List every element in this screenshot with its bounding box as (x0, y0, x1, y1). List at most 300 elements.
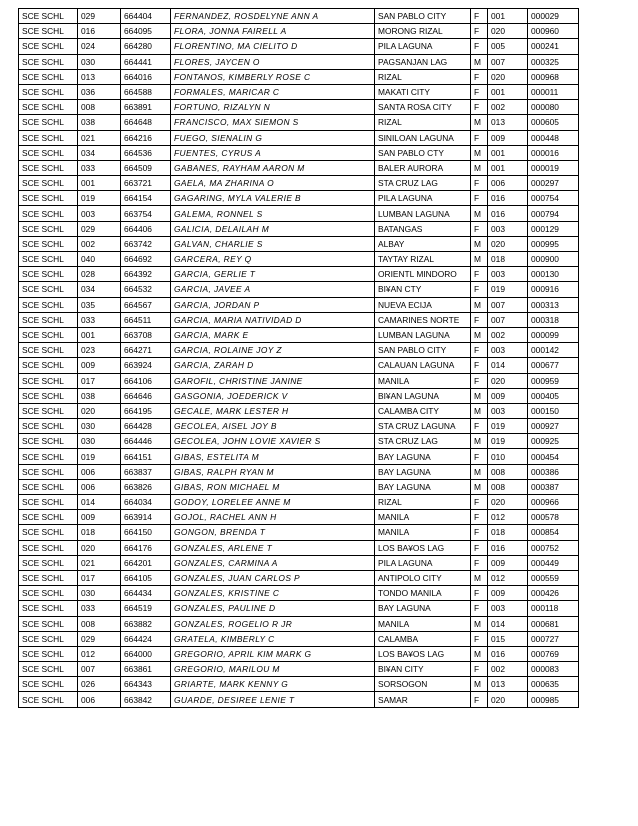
code-cell: 029 (78, 631, 121, 646)
section-cell: 016 (488, 206, 528, 221)
address-cell: SAN PABLO CITY (375, 9, 471, 24)
school-cell: SCE SCHL (19, 297, 78, 312)
section-cell: 009 (488, 555, 528, 570)
sex-cell: M (471, 677, 488, 692)
section-cell: 007 (488, 312, 528, 327)
section-cell: 001 (488, 145, 528, 160)
section-cell: 020 (488, 495, 528, 510)
section-cell: 014 (488, 616, 528, 631)
address-cell: CAMARINES NORTE (375, 312, 471, 327)
sex-cell: M (471, 206, 488, 221)
name-cell: FORMALES, MARICAR C (171, 84, 375, 99)
address-cell: LOS BA¥OS LAG (375, 540, 471, 555)
section-cell: 013 (488, 677, 528, 692)
school-cell: SCE SCHL (19, 84, 78, 99)
code-cell: 036 (78, 84, 121, 99)
id-cell: 664511 (121, 312, 171, 327)
address-cell: MANILA (375, 525, 471, 540)
name-cell: GARCIA, MARK E (171, 327, 375, 342)
section-cell: 018 (488, 252, 528, 267)
section-cell: 019 (488, 434, 528, 449)
address-cell: ORIENTL MINDORO (375, 267, 471, 282)
id-cell: 664280 (121, 39, 171, 54)
school-cell: SCE SCHL (19, 176, 78, 191)
id-cell: 663708 (121, 327, 171, 342)
address-cell: BAY LAGUNA (375, 464, 471, 479)
sequence-cell: 000241 (528, 39, 579, 54)
code-cell: 001 (78, 327, 121, 342)
table-row (19, 419, 579, 434)
address-cell: SORSOGON (375, 677, 471, 692)
name-cell: GONGON, BRENDA T (171, 525, 375, 540)
school-cell: SCE SCHL (19, 692, 78, 707)
section-cell: 020 (488, 373, 528, 388)
school-cell: SCE SCHL (19, 343, 78, 358)
school-cell: SCE SCHL (19, 358, 78, 373)
address-cell: SAN PABLO CTY (375, 145, 471, 160)
table-row (19, 297, 579, 312)
school-cell: SCE SCHL (19, 282, 78, 297)
name-cell: GASGONIA, JOEDERICK V (171, 388, 375, 403)
sequence-cell: 000559 (528, 570, 579, 585)
name-cell: GALEMA, RONNEL S (171, 206, 375, 221)
id-cell: 663837 (121, 464, 171, 479)
sex-cell: F (471, 419, 488, 434)
address-cell: PILA LAGUNA (375, 39, 471, 54)
id-cell: 664446 (121, 434, 171, 449)
sex-cell: F (471, 555, 488, 570)
section-cell: 003 (488, 403, 528, 418)
sequence-cell: 000099 (528, 327, 579, 342)
table-row (19, 434, 579, 449)
section-cell: 008 (488, 464, 528, 479)
sequence-cell: 000916 (528, 282, 579, 297)
address-cell: STA CRUZ LAG (375, 434, 471, 449)
sex-cell: F (471, 24, 488, 39)
table-row (19, 358, 579, 373)
address-cell: CALAMBA CITY (375, 403, 471, 418)
code-cell: 038 (78, 388, 121, 403)
sex-cell: F (471, 358, 488, 373)
sex-cell: M (471, 297, 488, 312)
code-cell: 033 (78, 312, 121, 327)
name-cell: GECOLEA, AISEL JOY B (171, 419, 375, 434)
sex-cell: F (471, 69, 488, 84)
address-cell: PAGSANJAN LAG (375, 54, 471, 69)
address-cell: MANILA (375, 373, 471, 388)
id-cell: 664424 (121, 631, 171, 646)
id-cell: 664105 (121, 570, 171, 585)
name-cell: GECALE, MARK LESTER H (171, 403, 375, 418)
code-cell: 034 (78, 145, 121, 160)
sex-cell: M (471, 115, 488, 130)
address-cell: LUMBAN LAGUNA (375, 206, 471, 221)
sex-cell: F (471, 373, 488, 388)
name-cell: GARCIA, JORDAN P (171, 297, 375, 312)
sequence-cell: 000426 (528, 586, 579, 601)
sequence-cell: 000754 (528, 191, 579, 206)
sex-cell: F (471, 692, 488, 707)
id-cell: 663924 (121, 358, 171, 373)
table-row (19, 130, 579, 145)
section-cell: 002 (488, 100, 528, 115)
school-cell: SCE SCHL (19, 69, 78, 84)
section-cell: 012 (488, 570, 528, 585)
table-row (19, 221, 579, 236)
id-cell: 664406 (121, 221, 171, 236)
code-cell: 008 (78, 616, 121, 631)
code-cell: 030 (78, 419, 121, 434)
sex-cell: M (471, 160, 488, 175)
school-cell: SCE SCHL (19, 677, 78, 692)
sequence-cell: 000454 (528, 449, 579, 464)
address-cell: BAY LAGUNA (375, 601, 471, 616)
id-cell: 663754 (121, 206, 171, 221)
sequence-cell: 000448 (528, 130, 579, 145)
id-cell: 664519 (121, 601, 171, 616)
sequence-cell: 000029 (528, 9, 579, 24)
code-cell: 007 (78, 662, 121, 677)
school-cell: SCE SCHL (19, 145, 78, 160)
address-cell: MORONG RIZAL (375, 24, 471, 39)
address-cell: BAY LAGUNA (375, 479, 471, 494)
sequence-cell: 000080 (528, 100, 579, 115)
name-cell: GARCIA, GERLIE T (171, 267, 375, 282)
school-cell: SCE SCHL (19, 403, 78, 418)
id-cell: 664106 (121, 373, 171, 388)
name-cell: GREGORIO, APRIL KIM MARK G (171, 646, 375, 661)
code-cell: 023 (78, 343, 121, 358)
section-cell: 008 (488, 479, 528, 494)
id-cell: 663914 (121, 510, 171, 525)
sex-cell: F (471, 662, 488, 677)
table-row (19, 100, 579, 115)
name-cell: GODOY, LORELEE ANNE M (171, 495, 375, 510)
section-cell: 009 (488, 130, 528, 145)
school-cell: SCE SCHL (19, 236, 78, 251)
id-cell: 664428 (121, 419, 171, 434)
code-cell: 018 (78, 525, 121, 540)
school-cell: SCE SCHL (19, 449, 78, 464)
code-cell: 001 (78, 176, 121, 191)
address-cell: CALAUAN LAGUNA (375, 358, 471, 373)
sequence-cell: 000966 (528, 495, 579, 510)
school-cell: SCE SCHL (19, 570, 78, 585)
school-cell: SCE SCHL (19, 160, 78, 175)
table-row (19, 555, 579, 570)
table-row (19, 616, 579, 631)
sex-cell: M (471, 388, 488, 403)
table-row (19, 677, 579, 692)
name-cell: GUARDE, DESIREE LENIE T (171, 692, 375, 707)
address-cell: TAYTAY RIZAL (375, 252, 471, 267)
name-cell: GONZALES, ROGELIO R JR (171, 616, 375, 631)
sex-cell: F (471, 100, 488, 115)
name-cell: FERNANDEZ, ROSDELYNE ANN A (171, 9, 375, 24)
sex-cell: F (471, 39, 488, 54)
id-cell: 663842 (121, 692, 171, 707)
address-cell: LOS BA¥OS LAG (375, 646, 471, 661)
code-cell: 009 (78, 358, 121, 373)
sex-cell: M (471, 403, 488, 418)
sequence-cell: 000386 (528, 464, 579, 479)
sequence-cell: 000960 (528, 24, 579, 39)
sex-cell: F (471, 631, 488, 646)
section-cell: 001 (488, 9, 528, 24)
name-cell: GIBAS, RALPH RYAN M (171, 464, 375, 479)
name-cell: GAGARING, MYLA VALERIE B (171, 191, 375, 206)
name-cell: FRANCISCO, MAX SIEMON S (171, 115, 375, 130)
sequence-cell: 000925 (528, 434, 579, 449)
code-cell: 016 (78, 24, 121, 39)
code-cell: 030 (78, 586, 121, 601)
section-cell: 002 (488, 662, 528, 677)
table-row (19, 479, 579, 494)
name-cell: FONTANOS, KIMBERLY ROSE C (171, 69, 375, 84)
school-cell: SCE SCHL (19, 464, 78, 479)
sequence-cell: 000318 (528, 312, 579, 327)
address-cell: PILA LAGUNA (375, 191, 471, 206)
address-cell: SAN PABLO CITY (375, 343, 471, 358)
section-cell: 015 (488, 631, 528, 646)
table-row (19, 570, 579, 585)
name-cell: GONZALES, KRISTINE C (171, 586, 375, 601)
section-cell: 020 (488, 236, 528, 251)
name-cell: GARCIA, ROLAINE JOY Z (171, 343, 375, 358)
school-cell: SCE SCHL (19, 100, 78, 115)
code-cell: 030 (78, 434, 121, 449)
school-cell: SCE SCHL (19, 419, 78, 434)
table-row (19, 24, 579, 39)
sequence-cell: 000794 (528, 206, 579, 221)
id-cell: 664216 (121, 130, 171, 145)
sequence-cell: 000635 (528, 677, 579, 692)
table-row (19, 586, 579, 601)
name-cell: GALICIA, DELAILAH M (171, 221, 375, 236)
address-cell: BALER AURORA (375, 160, 471, 175)
address-cell: MAKATI CITY (375, 84, 471, 99)
id-cell: 664000 (121, 646, 171, 661)
table-row (19, 388, 579, 403)
sex-cell: F (471, 221, 488, 236)
sex-cell: M (471, 570, 488, 585)
sequence-cell: 000752 (528, 540, 579, 555)
id-cell: 664648 (121, 115, 171, 130)
id-cell: 663891 (121, 100, 171, 115)
address-cell: STA CRUZ LAGUNA (375, 419, 471, 434)
name-cell: GABANES, RAYHAM AARON M (171, 160, 375, 175)
sequence-cell: 000118 (528, 601, 579, 616)
code-cell: 009 (78, 510, 121, 525)
sex-cell: F (471, 510, 488, 525)
table-row (19, 115, 579, 130)
id-cell: 663742 (121, 236, 171, 251)
code-cell: 003 (78, 206, 121, 221)
sequence-cell: 000900 (528, 252, 579, 267)
name-cell: GALVAN, CHARLIE S (171, 236, 375, 251)
sex-cell: F (471, 343, 488, 358)
sequence-cell: 000083 (528, 662, 579, 677)
table-row (19, 160, 579, 175)
code-cell: 002 (78, 236, 121, 251)
address-cell: ALBAY (375, 236, 471, 251)
id-cell: 664034 (121, 495, 171, 510)
name-cell: GREGORIO, MARILOU M (171, 662, 375, 677)
sequence-cell: 000605 (528, 115, 579, 130)
table-row (19, 206, 579, 221)
code-cell: 017 (78, 570, 121, 585)
sex-cell: F (471, 282, 488, 297)
sex-cell: F (471, 267, 488, 282)
sequence-cell: 000727 (528, 631, 579, 646)
school-cell: SCE SCHL (19, 495, 78, 510)
school-cell: SCE SCHL (19, 24, 78, 39)
id-cell: 664646 (121, 388, 171, 403)
sequence-cell: 000019 (528, 160, 579, 175)
address-cell: BI¥AN LAGUNA (375, 388, 471, 403)
code-cell: 021 (78, 555, 121, 570)
school-cell: SCE SCHL (19, 631, 78, 646)
school-cell: SCE SCHL (19, 373, 78, 388)
sex-cell: F (471, 586, 488, 601)
name-cell: GONZALES, JUAN CARLOS P (171, 570, 375, 585)
code-cell: 038 (78, 115, 121, 130)
table-row (19, 39, 579, 54)
code-cell: 017 (78, 373, 121, 388)
code-cell: 021 (78, 130, 121, 145)
address-cell: RIZAL (375, 115, 471, 130)
name-cell: FLORA, JONNA FAIRELL A (171, 24, 375, 39)
section-cell: 020 (488, 24, 528, 39)
table-row (19, 252, 579, 267)
name-cell: FORTUNO, RIZALYN N (171, 100, 375, 115)
section-cell: 009 (488, 388, 528, 403)
sequence-cell: 000016 (528, 145, 579, 160)
code-cell: 019 (78, 191, 121, 206)
id-cell: 663826 (121, 479, 171, 494)
name-cell: GAROFIL, CHRISTINE JANINE (171, 373, 375, 388)
id-cell: 664016 (121, 69, 171, 84)
table-row (19, 54, 579, 69)
id-cell: 664176 (121, 540, 171, 555)
name-cell: GONZALES, PAULINE D (171, 601, 375, 616)
table-row (19, 191, 579, 206)
school-cell: SCE SCHL (19, 525, 78, 540)
address-cell: CALAMBA (375, 631, 471, 646)
section-cell: 013 (488, 115, 528, 130)
name-cell: GRIARTE, MARK KENNY G (171, 677, 375, 692)
school-cell: SCE SCHL (19, 510, 78, 525)
sequence-cell: 000130 (528, 267, 579, 282)
sequence-cell: 000769 (528, 646, 579, 661)
section-cell: 003 (488, 601, 528, 616)
school-cell: SCE SCHL (19, 9, 78, 24)
school-cell: SCE SCHL (19, 39, 78, 54)
section-cell: 019 (488, 282, 528, 297)
sex-cell: M (471, 646, 488, 661)
name-cell: GAELA, MA ZHARINA O (171, 176, 375, 191)
code-cell: 030 (78, 54, 121, 69)
school-cell: SCE SCHL (19, 601, 78, 616)
sex-cell: F (471, 525, 488, 540)
code-cell: 006 (78, 692, 121, 707)
table-row (19, 692, 579, 707)
address-cell: MANILA (375, 510, 471, 525)
name-cell: GECOLEA, JOHN LOVIE XAVIER S (171, 434, 375, 449)
roster-body (19, 9, 579, 708)
code-cell: 006 (78, 464, 121, 479)
section-cell: 003 (488, 267, 528, 282)
table-row (19, 601, 579, 616)
sequence-cell: 000578 (528, 510, 579, 525)
id-cell: 664343 (121, 677, 171, 692)
code-cell: 006 (78, 479, 121, 494)
id-cell: 664692 (121, 252, 171, 267)
section-cell: 007 (488, 54, 528, 69)
sequence-cell: 000129 (528, 221, 579, 236)
code-cell: 029 (78, 221, 121, 236)
sex-cell: F (471, 130, 488, 145)
address-cell: SANTA ROSA CITY (375, 100, 471, 115)
table-row (19, 176, 579, 191)
name-cell: GIBAS, RON MICHAEL M (171, 479, 375, 494)
code-cell: 008 (78, 100, 121, 115)
code-cell: 019 (78, 449, 121, 464)
id-cell: 664154 (121, 191, 171, 206)
sex-cell: M (471, 236, 488, 251)
sex-cell: F (471, 540, 488, 555)
sequence-cell: 000995 (528, 236, 579, 251)
name-cell: GONZALES, ARLENE T (171, 540, 375, 555)
table-row (19, 84, 579, 99)
id-cell: 663882 (121, 616, 171, 631)
address-cell: LUMBAN LAGUNA (375, 327, 471, 342)
section-cell: 018 (488, 525, 528, 540)
sequence-cell: 000927 (528, 419, 579, 434)
school-cell: SCE SCHL (19, 327, 78, 342)
sequence-cell: 000681 (528, 616, 579, 631)
code-cell: 012 (78, 646, 121, 661)
section-cell: 020 (488, 692, 528, 707)
name-cell: GARCERA, REY Q (171, 252, 375, 267)
table-row (19, 343, 579, 358)
address-cell: BAY LAGUNA (375, 449, 471, 464)
sex-cell: F (471, 84, 488, 99)
sequence-cell: 000297 (528, 176, 579, 191)
sequence-cell: 000449 (528, 555, 579, 570)
name-cell: GARCIA, ZARAH D (171, 358, 375, 373)
table-row (19, 510, 579, 525)
sequence-cell: 000313 (528, 297, 579, 312)
address-cell: SAMAR (375, 692, 471, 707)
sequence-cell: 000325 (528, 54, 579, 69)
school-cell: SCE SCHL (19, 54, 78, 69)
id-cell: 664567 (121, 297, 171, 312)
address-cell: NUEVA ECIJA (375, 297, 471, 312)
address-cell: RIZAL (375, 69, 471, 84)
sex-cell: F (471, 312, 488, 327)
table-row (19, 373, 579, 388)
sex-cell: M (471, 145, 488, 160)
sex-cell: M (471, 464, 488, 479)
table-row (19, 282, 579, 297)
id-cell: 664434 (121, 586, 171, 601)
section-cell: 002 (488, 327, 528, 342)
section-cell: 003 (488, 343, 528, 358)
section-cell: 016 (488, 646, 528, 661)
school-cell: SCE SCHL (19, 646, 78, 661)
school-cell: SCE SCHL (19, 115, 78, 130)
